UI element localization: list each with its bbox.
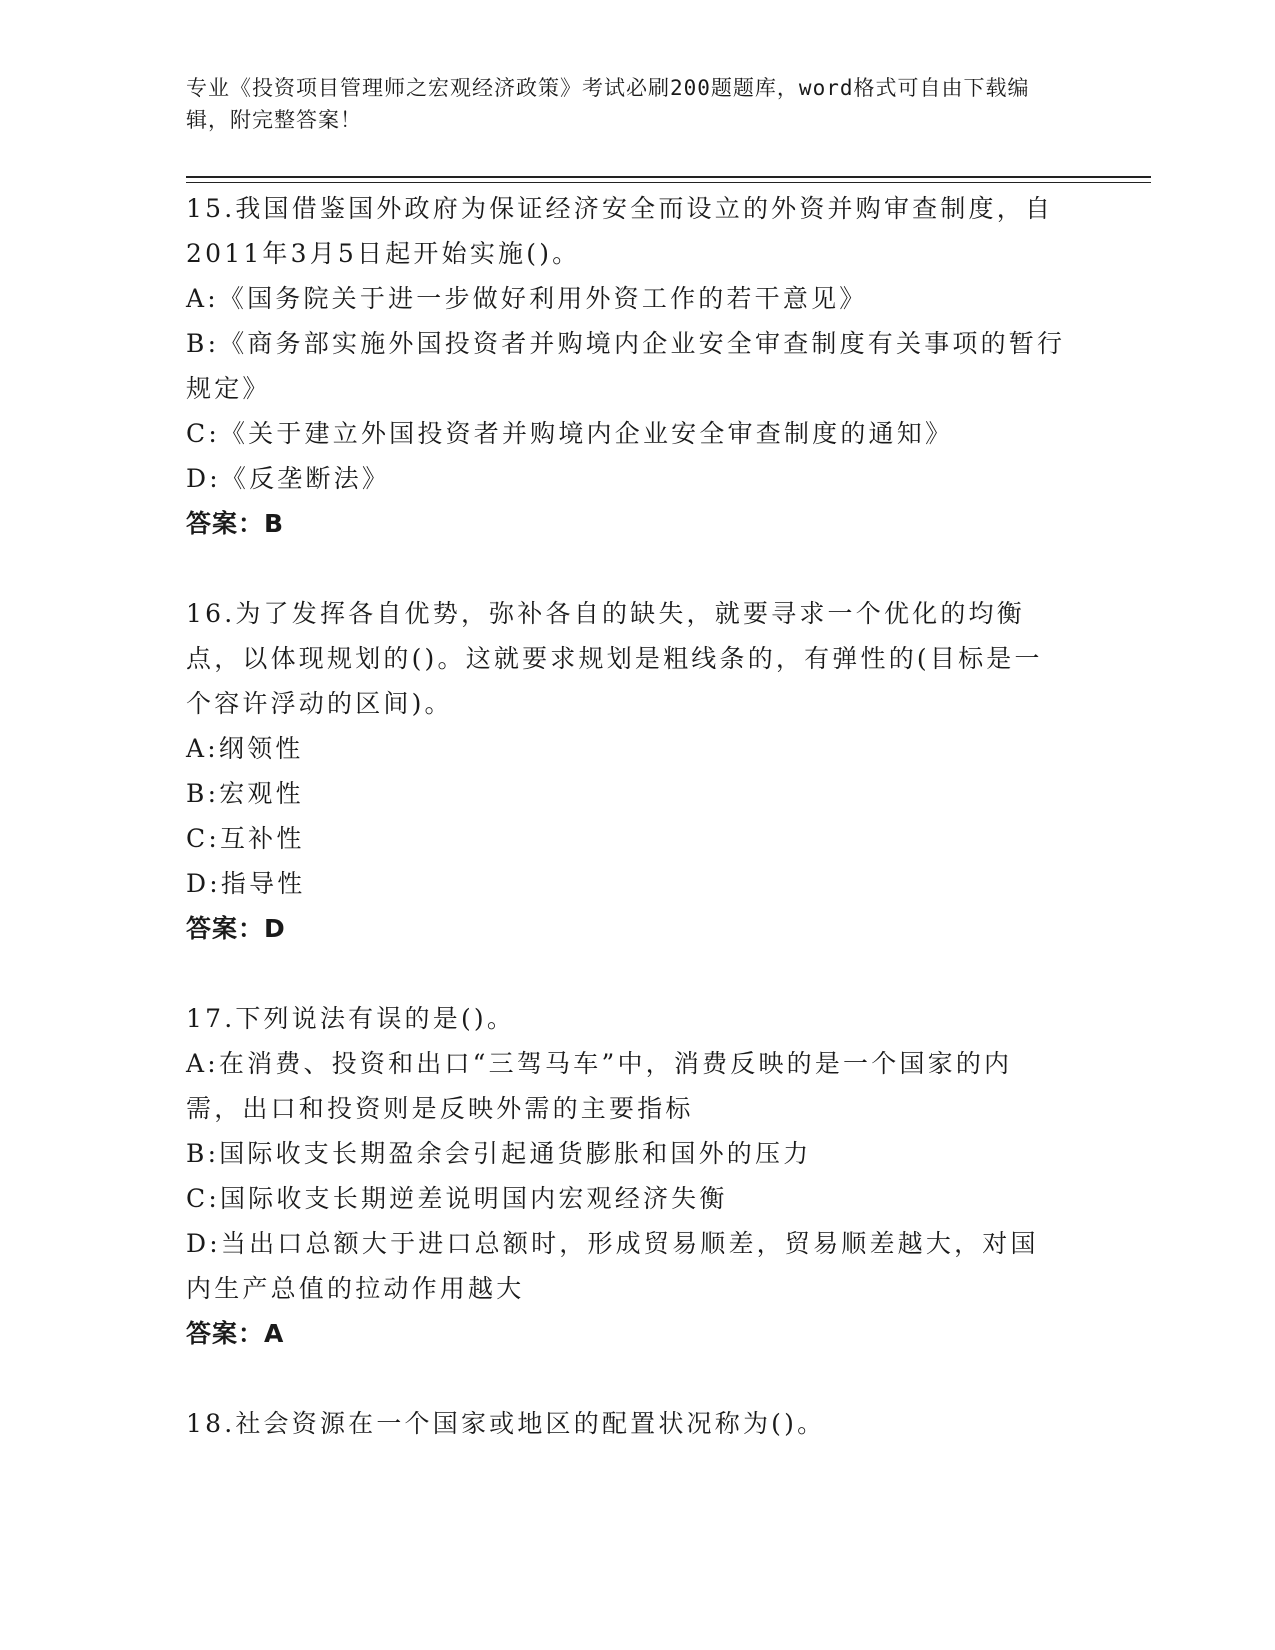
option-a: A:《国务院关于进一步做好利用外资工作的若干意见》 [186, 284, 868, 313]
question-stem: 15.我国借鉴国外政府为保证经济安全而设立的外资并购审查制度，自2011年3月5日起开始实施()。 [186, 194, 1054, 268]
question-18 [186, 1401, 1066, 1446]
header-rule-thin [186, 182, 1151, 183]
option-b: B:《商务部实施外国投资者并购境内企业安全审查制度有关事项的暂行规定》 [186, 329, 1066, 403]
option-c: C:《关于建立外国投资者并购境内企业安全审查制度的通知》 [186, 419, 954, 448]
question-spacer [186, 1356, 1066, 1401]
option-d: D:指导性 [186, 869, 306, 898]
option-b: B:宏观性 [186, 779, 304, 808]
option-c: C:互补性 [186, 824, 305, 853]
question-stem: 18.社会资源在一个国家或地区的配置状况称为()。 [186, 1409, 826, 1438]
question-spacer [186, 951, 1066, 996]
question-spacer [186, 546, 1066, 591]
answer-label: 答案：B [186, 509, 285, 538]
document-header: 专业《投资项目管理师之宏观经济政策》考试必刷200题题库，word格式可自由下载编辑，附完整答案！ [186, 76, 1030, 132]
question-16 [186, 591, 1066, 951]
question-15 [186, 186, 1066, 546]
option-c: C:国际收支长期逆差说明国内宏观经济失衡 [186, 1184, 728, 1213]
answer-label: 答案：D [186, 914, 286, 943]
answer-label: 答案：A [186, 1319, 285, 1348]
question-stem: 16.为了发挥各自优势，弥补各自的缺失，就要寻求一个优化的均衡点，以体现规划的()。这就要求规划是粗线条的，有弹性的(目标是一个容许浮动的区间)。 [186, 599, 1043, 718]
question-stem: 17.下列说法有误的是()。 [186, 1004, 516, 1033]
header-rule-thick [186, 176, 1151, 178]
question-list [186, 186, 1066, 1446]
option-d: D:当出口总额大于进口总额时，形成贸易顺差，贸易顺差越大，对国内生产总值的拉动作用越大 [186, 1229, 1039, 1303]
option-a: A:在消费、投资和出口“三驾马车”中，消费反映的是一个国家的内需，出口和投资则是反映外需的主要指标 [186, 1049, 1013, 1123]
question-17 [186, 996, 1066, 1356]
option-d: D:《反垄断法》 [186, 464, 391, 493]
option-a: A:纲领性 [186, 734, 304, 763]
option-b: B:国际收支长期盈余会引起通货膨胀和国外的压力 [186, 1139, 812, 1168]
